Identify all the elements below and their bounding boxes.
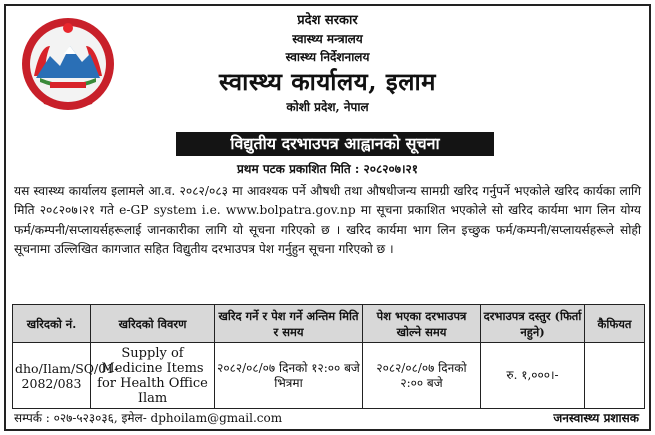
column-header: दरभाउपत्र दस्तुर (फिर्ता नहुने) <box>481 305 585 343</box>
publication-date: प्रथम पटक प्रकाशित मिति : २०८२०७।२१ <box>236 162 419 176</box>
procurement-id: dho/Ilam/SQ/01-2082/083 <box>13 343 91 409</box>
column-header: कैफियत <box>585 305 645 343</box>
column-header: खरिदको विवरण <box>91 305 215 343</box>
opening-time: २०८२/०८/०७ दिनको २:०० बजे <box>363 343 481 409</box>
notice-page <box>4 4 651 431</box>
table-row <box>13 343 645 409</box>
contact-info: सम्पर्क : ०२७-५२३०३६, इमेल- dphoilam@gmail.com <box>14 411 283 425</box>
notice-title: विद्युतीय दरभाउपत्र आह्वानको सूचना <box>176 132 494 156</box>
column-header: खरिद गर्ने र पेश गर्ने अन्तिम मिति र समय <box>215 305 363 343</box>
table-header-row <box>13 305 645 343</box>
government-label: प्रदेश सरकार <box>297 13 358 28</box>
office-title: स्वास्थ्य कार्यालय, इलाम <box>218 67 437 96</box>
notice-body: यस स्वास्थ्य कार्यालय इलामले आ.व. २०८२/०८३ मा आवश्यक पर्ने औषधी तथा औषधीजन्य सामग्री खरिद गर्नुपर्ने भएकोले खरिद कार्यका लागि मिति २०८२०७।२१ गते e-GP system i.e. www.bolpatra.gov.np मा सूचना प्रकाशित भएकोले सो खरिद कार्यमा भाग लिन योग्य फर्म/कम्पनी/सप्लायर्सहरूलाई जानकारीका लागि यो सूचना गरिएको छ । खरिद कार्यमा भाग लिन इच्छुक फर्म/कम्पनी/सप्लायर्सहरूले सोही सूचनामा उल्लिखित कागजात सहित विद्युतीय दरभाउपत्र पेश गर्नुहुन सूचना गरिएको छ । <box>14 184 641 257</box>
column-header: पेश भएका दरभाउपत्र खोल्ने समय <box>363 305 481 343</box>
procurement-description: Supply of Medicine Items for Health Office Ilam <box>91 343 215 409</box>
ministry-label: स्वास्थ्य मन्त्रालय <box>292 32 363 46</box>
office-header <box>6 12 649 116</box>
signatory: जनस्वास्थ्य प्रशासक <box>553 411 639 425</box>
bid-table <box>12 304 645 409</box>
bid-fee: रु. १,०००।- <box>481 343 585 409</box>
submission-deadline: २०८२/०८/०७ दिनको १२:०० बजे भित्रमा <box>215 343 363 409</box>
province-label: कोशी प्रदेश, नेपाल <box>286 100 369 114</box>
directorate-label: स्वास्थ्य निर्देशनालय <box>285 50 370 64</box>
remarks <box>585 343 645 409</box>
column-header: खरिदको नं. <box>13 305 91 343</box>
